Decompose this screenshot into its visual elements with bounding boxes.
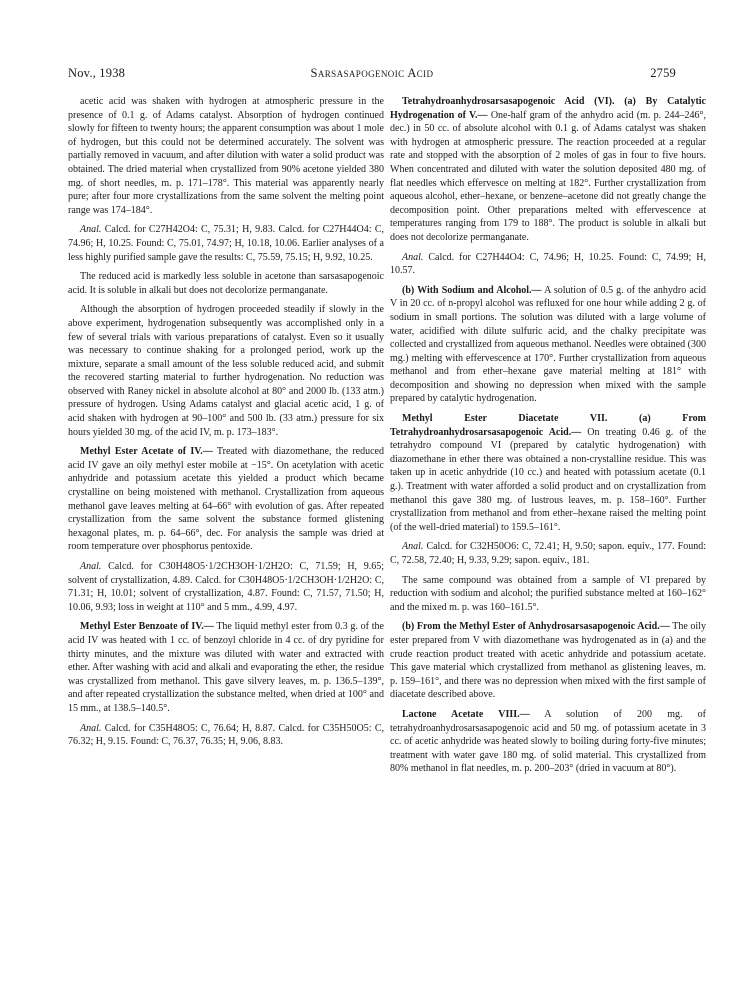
paragraph xyxy=(390,620,706,702)
running-head xyxy=(68,66,676,82)
paragraph xyxy=(68,303,384,439)
paragraph-text: acetic acid was shaken with hydrogen at atmospheric pressure in the presence of 0.1 g. of Adams catalyst. Absorption of hydrogen continued slowly for fifteen to twenty hours; the apparent consumption was about 1 mole of hydrogen, but this could not be determined accurately. The solvent was partially removed in vacuum, and after dilution with water a solid product was obtained. The dried material when crystallized from 90% acetone yielded 380 mg. of short needles, m. p. 171–178°. This material was apparently nearly pure; after four more crystallizations from the same solvent the melting point range was 174–184°. xyxy=(68,96,384,216)
paragraph-text: A solution of 200 mg. of tetrahydroanhydrosarsasapogenoic acid and 50 mg. of potassium acetate in 3 cc. of acetic anhydride was heated slowly to boiling during forty-five minutes; treatment with water gave 180 mg. of solid material. This crystallized from 80% methanol in flat needles, m. p. 200–203° (dried in vacuum at 80°). xyxy=(390,708,706,775)
paragraph xyxy=(68,445,384,554)
section-heading: Tetrahydroanhydrosarsasapogenoic Acid (VI). (a) By Catalytic Hydrogenation of V.— xyxy=(390,96,706,121)
paragraph xyxy=(390,251,706,278)
paragraph xyxy=(390,540,706,567)
paragraph-text: On treating 0.46 g. of the tetrahydro compound VI (prepared by catalytic hydrogenation) with diazomethane in ether there was obtained a non-crystalline residue. This was taken up in acetic anhydride (10 cc.) and heated with potassium acetate (0.1 g.). Treatment with water afforded a solid product and on crystallization from methanol this gave 380 mg. of lustrous leaves, m. p. 158–160°. Further crystallization from methanol and from ether–hexane raised the melting point (of the well-dried material) to 159.5–161°. xyxy=(390,426,706,533)
paragraph-text: Calcd. for C27H42O4: C, 75.31; H, 9.83. Calcd. for C27H44O4: C, 74.96; H, 10.25. Found: C, 75.01, 74.97; H, 10.18, 10.06. Earlier analyses of a less highly purified sample gave the results: C, 75.59, 75.15; H, 9.92, 10.25. xyxy=(68,224,384,263)
analysis-label: Anal. xyxy=(80,722,102,734)
analysis-label: Anal. xyxy=(402,541,424,553)
paragraph-text: Calcd. for C27H44O4: C, 74.96; H, 10.25. Found: C, 74.99; H, 10.57. xyxy=(390,251,706,277)
paragraph-text: The oily ester prepared from V with diazomethane was hydrogenated as in (a) and the crude reaction product treated with acetic anhydride and potassium acetate. This gave material which crystallized from methanol as glistening leaves, m. p. 159–161°, and there was no depression when mixed with the first sample of diacetate described above. xyxy=(390,621,706,701)
paragraph xyxy=(390,95,706,245)
paragraph-text: Although the absorption of hydrogen proceeded steadily if slowly in the above experiment, hydrogenation subsequently was accomplished only in a few of several trials with various preparations of catalyst. Even so it usually was necessary to continue shaking for a prolonged period, work up the mixture, separate a small amount of the less soluble reduced acid, and submit the recovered starting material to further hydrogenation. No reduction was observed with Raney nickel in absolute alcohol at 80° and 2000 lb. (133 atm.) pressure of hydrogen. Using Adams catalyst and glacial acetic acid, 1 g. of acid shaken with hydrogen at 90–100° and 500 lb. (33 atm.) pressure for six hours yielded 30 mg. of the acid IV, m. p. 173–183°. xyxy=(68,304,384,438)
paragraph-text: Calcd. for C30H48O5·1/2CH3OH·1/2H2O: C, 71.59; H, 9.65; solvent of crystallization, 4.89. Calcd. for C30H48O5·1/2CH3OH·1/2H2O: C, 71.31; H, 10.01; solvent of crystallization, 4.87. Found: C, 71.57, 71.50; H, 10.06, 9.93; loss in weight at 110° and 5 mm., 4.99, 4.97. xyxy=(68,561,384,613)
paragraph-text: The same compound was obtained from a sample of VI prepared by reduction with sodium and alcohol; the purified substance melted at 160–162° and the mixed m. p. was 160–161.5°. xyxy=(390,574,706,613)
paragraph xyxy=(390,412,706,534)
paragraph xyxy=(390,284,706,406)
section-heading: Lactone Acetate VIII.— xyxy=(402,708,530,720)
paragraph-text: Treated with diazomethane, the reduced acid IV gave an oily methyl ester mobile at −15°. On acetylation with acetic anhydride and potassium acetate this yielded a product which became crystalline on being moistened with methanol. Crystallization from aqueous methanol gave leaves melting at 64–66° with evolution of gas. After repeated crystallization from the same solvent the substance formed glistening hexagonal plates, m. p. 64–66°, dec. For analysis the sample was dried at room temperature over phosphorus pentoxide. xyxy=(68,446,384,553)
paragraph-text: One-half gram of the anhydro acid (m. p. 244–246°, dec.) in 50 cc. of absolute alcohol with 0.1 g. of Adams catalyst was shaken with hydrogen at atmospheric pressure. The reaction proceeded at a regular rate and stopped with the absorption of 2 moles of gas in four to five hours. When concentrated and diluted with water the solution deposited 480 mg. of flat needles which effervesce on melting at 182°. Further crystallization from aqueous alcohol, ether–hexane, or benzene–acetone did not greatly change the decomposition point. Other preparations melted with effervescence at temperatures ranging from 179 to 188°. The product is soluble in alkali but does not decolorize permanganate. xyxy=(390,109,706,243)
header-date: Nov., 1938 xyxy=(68,66,126,80)
paragraph-text: Calcd. for C32H50O6: C, 72.41; H, 9.50; sapon. equiv., 177. Found: C, 72.58, 72.40; H, 9.33, 9.29; sapon. equiv., 181. xyxy=(390,541,706,566)
header-page-number: 2759 xyxy=(650,66,676,80)
header-title: Sarsasapogenoic Acid xyxy=(310,66,434,80)
section-heading: (b) With Sodium and Alcohol.— xyxy=(402,284,542,296)
left-column xyxy=(68,95,384,975)
right-column xyxy=(390,95,706,975)
analysis-label: Anal. xyxy=(402,251,424,263)
paragraph-text: A solution of 0.5 g. of the anhydro acid V in 20 cc. of n-propyl alcohol was refluxed for one hour while adding 2 g. of sodium in small portions. The solution was diluted with a large volume of water, acidified with dilute sulfuric acid, and the chalky precipitate was collected and crystallized from aqueous methanol. Needles were obtained (300 mg.) melting with effervescence at 170°. Further crystallization from aqueous methanol and from ether–hexane gave material melting at 181° with decomposition and showing no depression when mixed with the sample prepared by catalytic hydrogenation. xyxy=(390,284,706,405)
paragraph-text: The liquid methyl ester from 0.3 g. of the acid IV was heated with 1 cc. of benzoyl chloride in 4 cc. of dry pyridine for thirty minutes, and the mixture was diluted with water and extracted with ether. After washing with acid and alkali and evaporating the ether, the residue was crystallized from methanol. This gave silvery leaves, m. p. 136.5–139°, and after repeated crystallization the substance melted, when dried at 100° and 15 mm., at 138.5–140.5°. xyxy=(68,621,384,714)
paragraph xyxy=(68,95,384,217)
paragraph-text: Calcd. for C35H48O5: C, 76.64; H, 8.87. Calcd. for C35H50O5: C, 76.32; H, 9.15. Found: C, 76.37, 76.35; H, 9.06, 8.83. xyxy=(68,722,384,748)
paragraph xyxy=(390,574,706,615)
section-heading: (b) From the Methyl Ester of Anhydrosarsasapogenoic Acid.— xyxy=(402,621,670,633)
section-heading: Methyl Ester Benzoate of IV.— xyxy=(80,621,214,633)
paragraph xyxy=(68,560,384,614)
analysis-label: Anal. xyxy=(80,561,102,572)
section-heading: Methyl Ester Acetate of IV.— xyxy=(80,446,213,458)
paragraph-text: The reduced acid is markedly less soluble in acetone than sarsasapogenoic acid. It is soluble in alkali but does not decolorize permanganate. xyxy=(68,271,384,296)
paragraph xyxy=(68,223,384,264)
paragraph xyxy=(390,708,706,776)
paragraph xyxy=(68,620,384,715)
paragraph xyxy=(68,722,384,749)
paragraph xyxy=(68,270,384,297)
analysis-label: Anal. xyxy=(80,224,102,236)
section-heading: Methyl Ester Diacetate VII. (a) From Tetrahydroanhydrosarsasapogenoic Acid.— xyxy=(390,413,706,438)
